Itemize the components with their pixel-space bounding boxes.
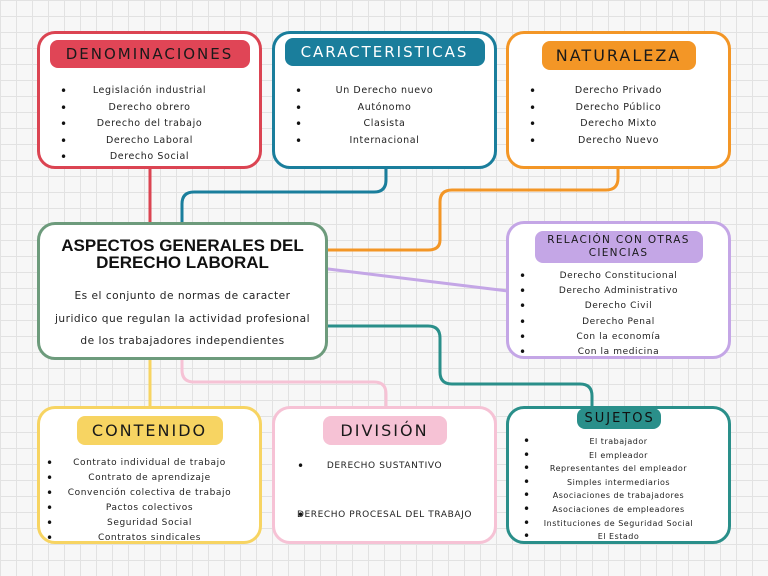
denominaciones-box: [37, 31, 262, 169]
list-item: • Derecho Social: [40, 149, 259, 166]
list-item: • Seguridad Social: [40, 516, 259, 531]
list-item: • El empleador: [509, 449, 728, 463]
list-item: • Pactos colectivos: [40, 501, 259, 516]
division-title: DIVISIÓN: [323, 416, 447, 445]
list-item: • Derecho Laboral: [40, 133, 259, 150]
connector-division: [182, 358, 386, 408]
list-item: • El trabajador: [509, 435, 728, 449]
list-item: • Contratos sindicales: [40, 531, 259, 546]
list-item: • Instituciones de Seguridad Social: [509, 517, 728, 531]
list-item: • DERECHO SUSTANTIVO: [275, 458, 494, 474]
list-item: • Derecho Civil: [509, 299, 728, 314]
connector-relacion: [320, 268, 508, 291]
list-item: • Clasista: [275, 116, 494, 133]
caracteristicas-box: [272, 31, 497, 169]
list-item: • Con la economía: [509, 330, 728, 345]
list-item: • Derecho del trabajo: [40, 116, 259, 133]
list-item: • Derecho Administrativo: [509, 284, 728, 299]
list-item: • Simples intermediarios: [509, 476, 728, 490]
relacion-title: RELACIÓN CON OTRAS CIENCIAS: [535, 231, 703, 263]
list-item: • Derecho Mixto: [509, 116, 728, 133]
list-item: • Derecho obrero: [40, 100, 259, 117]
list-item: • Derecho Público: [509, 100, 728, 117]
list-item: • Representantes del empleador: [509, 462, 728, 476]
list-item: • Convención colectiva de trabajo: [40, 486, 259, 501]
list-item: • Derecho Constitucional: [509, 269, 728, 284]
list-item: • Asociaciones de empleadores: [509, 503, 728, 517]
connector-caracteristicas: [182, 168, 386, 224]
central-title: ASPECTOS GENERALES DEL DERECHO LABORAL: [61, 236, 304, 272]
sujetos-box: [506, 406, 731, 544]
contenido-title: CONTENIDO: [77, 416, 223, 445]
list-item: • Derecho Privado: [509, 83, 728, 100]
list-item: • Derecho Penal: [509, 315, 728, 330]
sujetos-title: SUJETOS: [577, 408, 661, 429]
list-item: • Internacional: [275, 133, 494, 150]
naturaleza-title: NATURALEZA: [542, 41, 696, 70]
central-description: Es el conjunto de normas de caracter juridico que regulan la actividad profesional de los trabajadores independientes: [54, 290, 311, 347]
list-item: • Derecho Nuevo: [509, 133, 728, 150]
contenido-list: [40, 456, 259, 546]
list-item: • DERECHO PROCESAL DEL TRABAJO: [275, 507, 494, 523]
denominaciones-title: DENOMINACIONES: [50, 40, 250, 68]
list-item: • Con la medicina: [509, 345, 728, 360]
relacion-list: [509, 269, 728, 360]
division-box: [272, 406, 497, 544]
caracteristicas-list: [275, 83, 494, 149]
list-item: • Legislación industrial: [40, 83, 259, 100]
division-list: [275, 458, 494, 523]
relacion-box: [506, 221, 731, 359]
denominaciones-list: [40, 83, 259, 166]
list-item: • Autónomo: [275, 100, 494, 117]
naturaleza-box: [506, 31, 731, 169]
list-item: • Contrato individual de trabajo: [40, 456, 259, 471]
list-item: • Contrato de aprendizaje: [40, 471, 259, 486]
naturaleza-list: [509, 83, 728, 149]
list-item: • Un Derecho nuevo: [275, 83, 494, 100]
contenido-box: [37, 406, 262, 544]
list-item: • Asociaciones de trabajadores: [509, 489, 728, 503]
list-item: • El Estado: [509, 530, 728, 544]
sujetos-list: [509, 435, 728, 544]
caracteristicas-title: CARACTERISTICAS: [285, 38, 485, 66]
central-box: [37, 222, 328, 360]
